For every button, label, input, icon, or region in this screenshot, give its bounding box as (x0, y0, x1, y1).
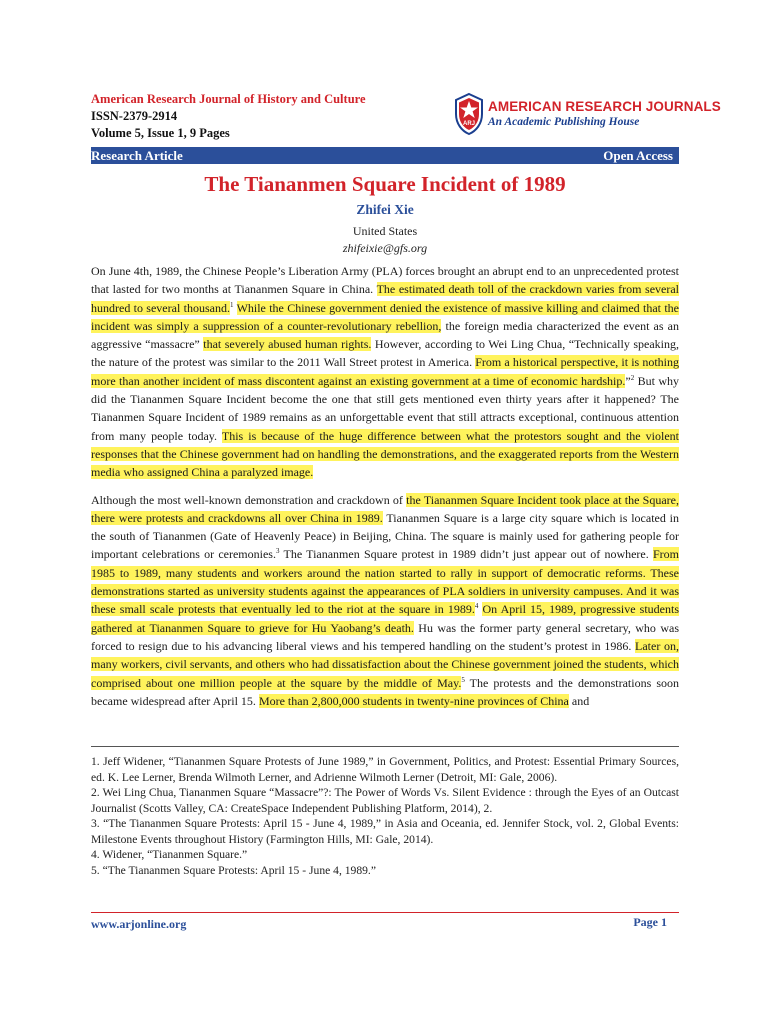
author-country: United States (352, 224, 418, 238)
footnote-3: 3. “The Tiananmen Square Protests: April 15 - June 4, 1989,” in Asia and Oceania, ed. Jennifer Stock, vol. 2, Global Events: Milestone Events throughout History (Farmington Hills, MI: Gale, 2014). (91, 817, 679, 846)
footer-divider (91, 912, 679, 913)
article-title: The Tiananmen Square Incident of 1989 (204, 172, 566, 196)
shield-star-icon (454, 92, 484, 136)
article-banner (91, 147, 679, 164)
footnotes (91, 754, 679, 878)
highlight: From a historical perspective, it is nothing more than another incident of mass discontent against an existing government at a time of economic hardship. (91, 355, 679, 388)
journal-name: American Research Journal of History and Culture (91, 92, 366, 106)
open-access-label: Open Access (603, 148, 673, 163)
highlight: that severely abused human rights. (203, 337, 372, 352)
logo-title: AMERICAN RESEARCH JOURNALS (488, 99, 721, 114)
highlight: Later on, many workers, civil servants, and others who had dissatisfaction about the Chinese government joined the students, which comprised about one million people at the square by the middle of May. (91, 638, 680, 690)
footnote-ref[interactable]: 1 (229, 300, 234, 309)
issn: ISSN-2379-2914 (91, 109, 178, 123)
footnote-1: 1. Jeff Widener, “Tiananmen Square Protests of June 1989,” in Government, Politics, and Protest: Essential Primary Sources, ed. K. Lee Lerner, Brenda Wilmoth Lerner, and Adrienne Wilmoth Lerner (Detroit, MI: Gale, 2006). (91, 755, 679, 784)
footer-url-link[interactable]: www.arjonline.org (91, 917, 187, 931)
highlight: While the Chinese government denied the existence of massive killing and claimed that the incident was simply a suppression of a counter-revolutionary rebellion, (91, 300, 679, 333)
article-type: Research Article (91, 148, 183, 163)
paragraph-1: On June 4th, 1989, the Chinese People’s Liberation Army (PLA) forces brought an abrupt end to an unprecedented protest that lasted for two months at Tiananmen Square in China. The estimated death toll of the crackdown varies from several hundred to several thousand.$^1$ While the Chinese government denied the existence of massive killing and claimed that the incident was simply a suppression of a counter-revolutionary rebellion, the foreign media characterized the event as an aggressive “massacre” that severely abused human rights. However, according to Wei Ling Chua, “Technically speaking, the nature of the protest was similar to the 2011 Wall Street protest in America. From a historical perspective, it is nothing more than another incident of mass discontent against an existing government at a time of economic hardship.”$^2$ But why did the Tiananmen Square Incident become the one that still gets mentioned even thirty years after it happened? The Tiananmen Square Incident of 1989 remains as an unforgettable event that still attracts exceptional, continuous attention from many people today. This is because of the huge difference between what the protestors sought and the violent responses that the Chinese government had on handling the demonstrations, and the exaggerated reports from the Western media who assigned China a paralyzed image. (91, 264, 680, 480)
footnote-5: 5. “The Tiananmen Square Protests: April 15 - June 4, 1989.” (91, 863, 376, 877)
publisher-logo (454, 92, 721, 138)
logo-subtitle: An Academic Publishing House (488, 116, 640, 128)
highlight: From 1985 to 1989, many students and workers around the nation started to rally in support of democratic reforms. These demonstrations started as university students against the appearances of PLA soldiers in university campuses. And it was these small scale protests that eventually led to the riot at the square in 1989. (91, 547, 680, 617)
highlight: On April 15, 1989, progressive students gathered at Tiananmen Square to grieve for Hu Yaobang’s death. (91, 602, 680, 635)
footnote-ref[interactable]: 3 (275, 547, 280, 556)
highlight: the Tiananmen Square Incident took place at the Square, there were protests and crackdowns all over China in 1989. (91, 492, 679, 525)
footnote-ref[interactable]: 4 (474, 602, 479, 611)
volume-info: Volume 5, Issue 1, 9 Pages (91, 126, 230, 140)
svg-text:ARJ: ARJ (462, 121, 476, 127)
paragraph-2: Although the most well-known demonstration and crackdown of the Tiananmen Square Incident took place at the Square, there were protests and crackdowns all over China in 1989. Tiananmen Square is a large city square which is located in the south of Tiananmen (Gate of Heavenly Peace) in Beijing, China. The square is mainly used for gathering people for important celebrations or ceremonies.$^3$ The Tiananmen Square protest in 1989 didn’t just appear out of nowhere. From 1985 to 1989, many students and workers around the nation started to rally in support of democratic reforms. These demonstrations started as university students against the appearances of PLA soldiers in university campuses. And it was these small scale protests that eventually led to the riot at the square in 1989.$^4$ On April 15, 1989, progressive students gathered at Tiananmen Square to grieve for Hu Yaobang’s death. Hu was the former party general secretary, who was forced to resign due to his advancing liberal views and his tempered handling on the student’s protest in 1986. Later on, many workers, civil servants, and others who had dissatisfaction about the Chinese government joined the students, which comprised about one million people at the square by the middle of May.$^5$ The protests and the demonstrations soon became widespread after April 15. More than 2,800,000 students in twenty-nine provinces of China and (91, 492, 680, 708)
footnote-ref[interactable]: 2 (630, 373, 635, 382)
journal-header (91, 91, 366, 142)
highlight: More than 2,800,000 students in twenty-nine provinces of China (258, 693, 569, 708)
author-name: Zhifei Xie (356, 202, 414, 217)
footnote-ref[interactable]: 5 (461, 675, 465, 684)
highlight: This is because of the huge difference between what the protestors sought and the violent responses that the Chinese government had on handling the demonstrations, and the exaggerated reports from the Western media who assigned China a paralyzed image. (91, 428, 679, 480)
footnote-4: 4. Widener, “Tiananmen Square.” (91, 848, 248, 861)
page-number: Page 1 (633, 915, 667, 929)
footnote-2: 2. Wei Ling Chua, Tiananmen Square “Massacre”?: The Power of Words Vs. Silent Evidence : through the Eyes of an Outcast Journalist (Scotts Valley, CA: CreateSpace Independent Publishing Platform, 2014), 2. (91, 786, 679, 815)
highlight: The estimated death toll of the crackdown varies from several hundred to several thousand. (91, 282, 679, 315)
author-email[interactable]: zhifeixie@gfs.org (342, 241, 428, 255)
article-body (91, 262, 679, 719)
footnote-divider (91, 746, 679, 747)
